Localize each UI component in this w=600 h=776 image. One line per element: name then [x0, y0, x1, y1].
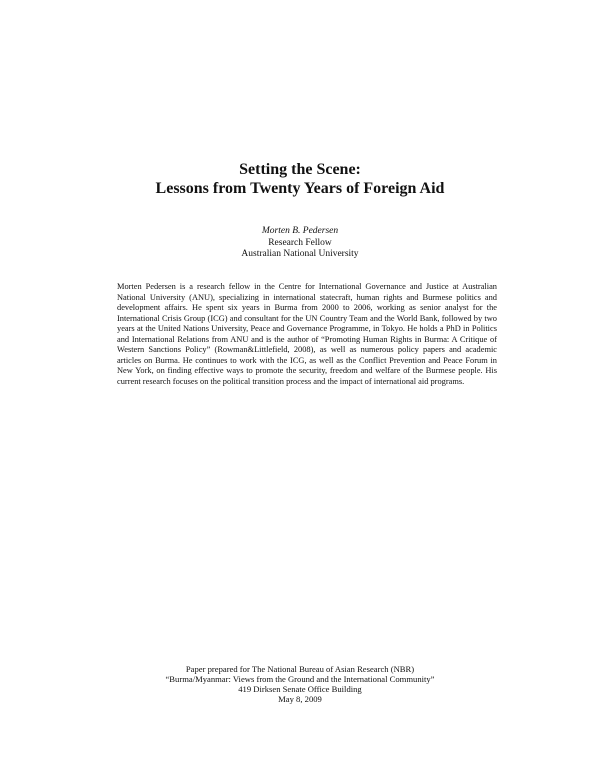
author-affiliation: Australian National University — [241, 249, 359, 259]
footer-block — [0, 664, 600, 704]
title-block — [0, 160, 600, 198]
title-line-2: Lessons from Twenty Years of Foreign Aid — [155, 180, 445, 197]
author-block — [0, 226, 600, 261]
footer-line-3: 419 Dirksen Senate Office Building — [238, 684, 362, 694]
footer-line-4: May 8, 2009 — [278, 694, 322, 704]
author-name: Morten B. Pedersen — [261, 226, 339, 236]
author-bio-paragraph: Morten Pedersen is a research fellow in the Centre for International Governance and Justice at Australian National University (ANU), specializing in international statecraft, human rights and Burmese politics and development affairs. He spent six years in Burma from 2000 to 2006, working as senior analyst for the International Crisis Group (ICG) and consultant for the UN Country Team and the World Bank, followed by two years at the United Nations University, Peace and Governance Programme, in Tokyo. He holds a PhD in Politics and International Relations from ANU and is the author of “Promoting Human Rights in Burma: A Critique of Western Sanctions Policy” (Rowman&Littlefield, 2008), as well as numerous policy papers and academic articles on Burma. He continues to work with the ICG, as well as the Conflict Prevention and Peace Forum in New York, on finding effective ways to promote the security, freedom and welfare of the Burmese people. His current research focuses on the political transition process and the impact of international aid programs. — [117, 282, 497, 386]
author-role: Research Fellow — [268, 237, 332, 248]
footer-line-1: Paper prepared for The National Bureau of Asian Research (NBR) — [185, 664, 415, 674]
footer-line-2: “Burma/Myanmar: Views from the Ground and the International Community” — [165, 674, 435, 684]
title-line-1: Setting the Scene: — [239, 161, 361, 178]
